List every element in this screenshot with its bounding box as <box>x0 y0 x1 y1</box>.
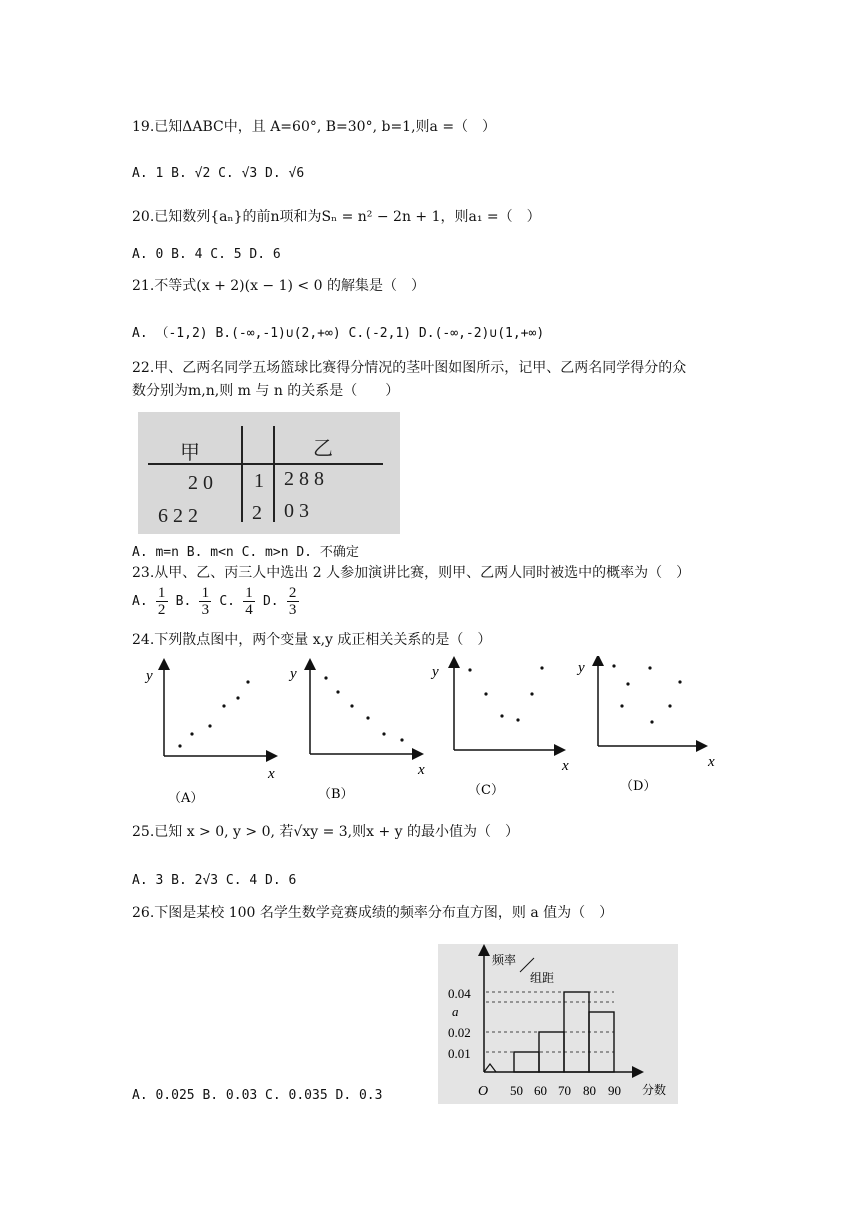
axis-x-d: x <box>708 754 715 770</box>
axis-x-b: x <box>418 762 425 778</box>
ytick-0: 0.04 <box>448 986 471 1001</box>
header-yi: 乙 <box>313 438 333 460</box>
header-jia: 甲 <box>180 442 200 464</box>
scatter-plots <box>132 656 732 806</box>
scatter-c <box>454 662 560 750</box>
xtick-70: 70 <box>558 1083 571 1098</box>
question-26-options: A. 0.025 B. 0.03 C. 0.035 D. 0.3 <box>132 1088 383 1103</box>
histogram-bar-80-90 <box>589 1012 614 1072</box>
ytick-2: 0.01 <box>448 1046 471 1061</box>
ylabel-top: 频率 <box>492 953 517 967</box>
label-a: （A） <box>168 791 204 806</box>
question-23-options <box>132 585 307 618</box>
question-20: 20.已知数列{aₙ}的前n项和为Sₙ = n² − 2n + 1，则a₁ =（ ） <box>132 209 541 225</box>
fraction-c-den: 4 <box>245 602 253 618</box>
stem-leaf-table <box>138 412 400 534</box>
xtick-80: 80 <box>583 1083 596 1098</box>
fraction-b-den: 3 <box>201 602 210 618</box>
histogram-gridlines <box>486 992 614 1052</box>
question-22-options: A. m=n B. m<n C. m>n D. 不确定 <box>132 545 359 560</box>
question-25: 25.已知 x > 0, y > 0, 若√xy = 3,则x + y 的最小值为（ ） <box>132 824 519 840</box>
question-21: 21.不等式(x + 2)(x − 1) < 0 的解集是（ ） <box>132 278 425 294</box>
leaves-right-row2: 0 3 <box>284 500 309 522</box>
axis-y-d: y <box>578 660 585 676</box>
scatter-a <box>164 664 272 756</box>
opt-d-label: D. <box>262 594 279 609</box>
question-19-options: A. 1 B. √2 C. √3 D. √6 <box>132 166 305 181</box>
fraction-c-num: 1 <box>245 585 253 601</box>
fraction-b-num: 1 <box>201 585 210 601</box>
label-c: （C） <box>468 783 504 798</box>
leaves-left-row2: 6 2 2 <box>158 505 198 527</box>
leaves-left-row1: 2 0 <box>188 472 213 494</box>
question-25-options: A. 3 B. 2√3 C. 4 D. 6 <box>132 873 297 888</box>
question-21-options: A. （-1,2) B.(-∞,-1)∪(2,+∞) C.(-2,1) D.(-∞,-2)∪(1,+∞) <box>132 326 545 341</box>
origin-label: O <box>478 1084 489 1099</box>
axis-x-c: x <box>562 758 569 774</box>
fraction-d-den: 3 <box>288 602 297 618</box>
axis-y-b: y <box>290 666 297 682</box>
axis-y-a: y <box>146 668 153 684</box>
question-24: 24.下列散点图中，两个变量 x,y 成正相关关系的是（ ） <box>132 632 492 648</box>
xtick-50: 50 <box>510 1083 523 1098</box>
axis-break-icon <box>484 1064 496 1072</box>
question-22-line1: 22.甲、乙两名同学五场篮球比赛得分情况的茎叶图如图所示，记甲、乙两名同学得分的众 <box>132 360 687 376</box>
scatter-d <box>598 660 702 746</box>
question-19: 19.已知ΔABC中，且 A=60°, B=30°, b=1,则a =（ ） <box>132 119 497 135</box>
ylabel-bottom: 组距 <box>530 971 555 985</box>
histogram-bar-50-60 <box>514 1052 539 1072</box>
histogram <box>438 944 678 1104</box>
label-b: （B） <box>318 787 354 802</box>
stem-row1: 1 <box>254 470 264 492</box>
question-22-line2: 数分别为m,n,则 m 与 n 的关系是（ ） <box>132 383 400 399</box>
axis-x-a: x <box>268 766 275 782</box>
fraction-c <box>243 585 255 618</box>
fraction-d <box>287 585 299 618</box>
opt-b-label: B. <box>175 594 192 609</box>
fraction-b <box>199 585 211 618</box>
question-26: 26.下图是某校 100 名学生数学竞赛成绩的频率分布直方图，则 a 值为（ ） <box>132 905 614 921</box>
fraction-d-num: 2 <box>288 585 297 601</box>
scatter-b <box>310 664 418 754</box>
ytick-a: a <box>452 1004 459 1019</box>
opt-c-label: C. <box>219 594 235 609</box>
stem-row2: 2 <box>252 502 262 524</box>
question-20-options: A. 0 B. 4 C. 5 D. 6 <box>132 247 281 262</box>
ytick-1: 0.02 <box>448 1025 471 1040</box>
fraction-a-den: 2 <box>157 602 166 618</box>
xlabel: 分数 <box>642 1083 667 1097</box>
xtick-90: 90 <box>608 1083 621 1098</box>
fraction-a <box>156 585 168 618</box>
label-d: （D） <box>620 779 657 794</box>
axis-y-c: y <box>432 664 439 680</box>
fraction-a-num: 1 <box>157 585 166 601</box>
xtick-60: 60 <box>534 1083 547 1098</box>
question-23: 23.从甲、乙、丙三人中选出 2 人参加演讲比赛，则甲、乙两人同时被选中的概率为（ ） <box>132 565 691 581</box>
leaves-right-row1: 2 8 8 <box>284 468 324 490</box>
opt-a-label: A. <box>132 594 148 609</box>
